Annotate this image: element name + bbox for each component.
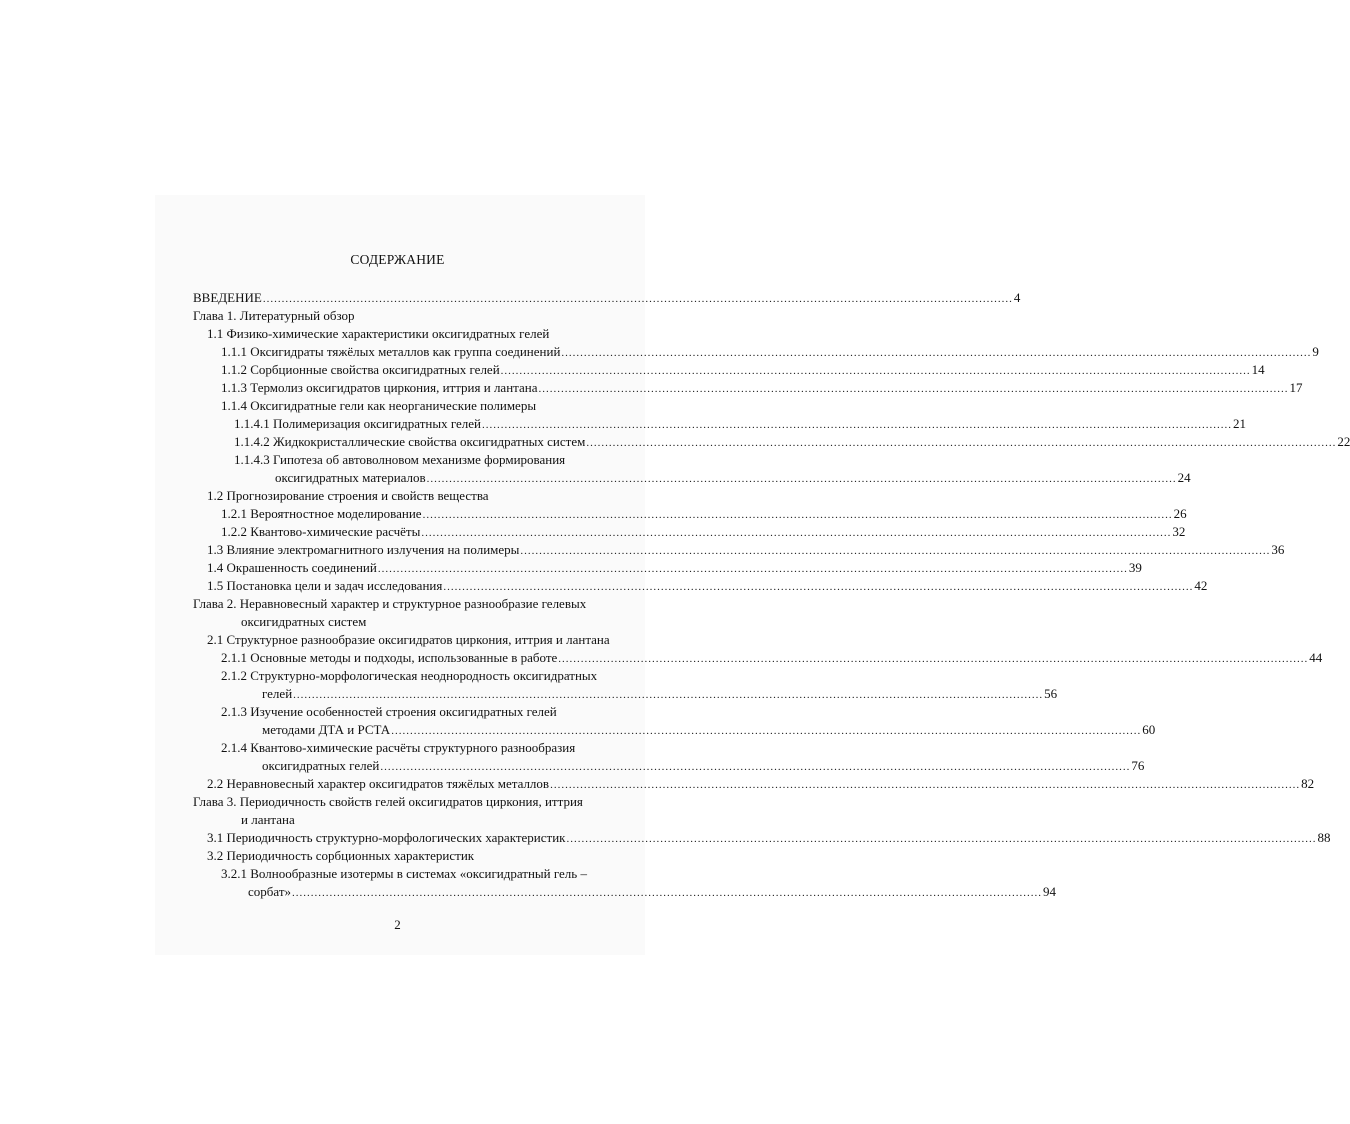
toc-chapter-2-cont[interactable]: оксигидратных систем: [241, 614, 367, 629]
toc-entry-1-1-3[interactable]: [221, 379, 1303, 397]
toc-entry-1-2-2[interactable]: [221, 523, 1186, 541]
toc-entry-text: 1.1.1 Оксигидраты тяжёлых металлов как группа соединений: [221, 344, 561, 359]
toc-page-number: 32: [1172, 524, 1186, 539]
toc-leader-dots: ........................................................................................................................................................................................................: [391, 725, 1142, 737]
toc-page-number: 36: [1271, 542, 1285, 557]
toc-chapter-2[interactable]: Глава 2. Неравновесный характер и структурное разнообразие гелевых: [193, 596, 587, 611]
toc-entry-2-1-3-cont[interactable]: [262, 721, 1156, 739]
toc-entry-text: ВВЕДЕНИЕ: [193, 290, 262, 305]
toc-leader-dots: ........................................................................................................................................................................................................: [561, 347, 1312, 359]
toc-entry-text: 3.1 Периодичность структурно-морфологических характеристик: [207, 830, 566, 845]
toc-entry-1-4[interactable]: [207, 559, 1142, 577]
toc-entry-2-1-2-cont[interactable]: [262, 685, 1058, 703]
toc-leader-dots: ........................................................................................................................................................................................................: [421, 527, 1172, 539]
toc-leader-dots: ........................................................................................................................................................................................................: [380, 761, 1131, 773]
toc-entry-text: сорбат»: [248, 884, 291, 899]
toc-section-1-1-4[interactable]: 1.1.4 Оксигидратные гели как неорганические полимеры: [221, 398, 537, 413]
toc-section-1-1-4-3[interactable]: 1.1.4.3 Гипотеза об автоволновом механизме формирования: [234, 452, 566, 467]
toc-entry-1-2-1[interactable]: [221, 505, 1187, 523]
toc-entry-text: методами ДТА и РСТА: [262, 722, 391, 737]
toc-entry-1-5[interactable]: [207, 577, 1208, 595]
toc-entry-text: 1.1.4.2 Жидкокристаллические свойства оксигидратных систем: [234, 434, 586, 449]
toc-leader-dots: ........................................................................................................................................................................................................: [377, 563, 1128, 575]
toc-entry-text: 1.2.1 Вероятностное моделирование: [221, 506, 422, 521]
toc-leader-dots: ........................................................................................................................................................................................................: [482, 419, 1232, 431]
toc-page-number: 17: [1289, 380, 1303, 395]
toc-entry-text: 1.2.2 Квантово-химические расчёты: [221, 524, 421, 539]
toc-entry-1-1-1[interactable]: [221, 343, 1319, 361]
toc-page-number: 26: [1173, 506, 1187, 521]
toc-entry-1-3[interactable]: [207, 541, 1285, 559]
toc-leader-dots: ........................................................................................................................................................................................................: [262, 293, 1013, 305]
toc-section-3-2[interactable]: 3.2 Периодичность сорбционных характеристик: [207, 848, 475, 863]
toc-leader-dots: ........................................................................................................................................................................................................: [558, 653, 1309, 665]
toc-page-number: 22: [1337, 434, 1350, 449]
toc-entry-text: 1.1.3 Термолиз оксигидратов циркония, иттрия и лантана: [221, 380, 538, 395]
toc-leader-dots: ........................................................................................................................................................................................................: [422, 509, 1173, 521]
toc-leader-dots: ........................................................................................................................................................................................................: [293, 689, 1044, 701]
toc-entry-text: 1.3 Влияние электромагнитного излучения на полимеры: [207, 542, 520, 557]
toc-chapter-1[interactable]: Глава 1. Литературный обзор: [193, 308, 355, 323]
toc-leader-dots: ........................................................................................................................................................................................................: [426, 473, 1177, 485]
toc-page-number: 82: [1301, 776, 1315, 791]
toc-leader-dots: ........................................................................................................................................................................................................: [500, 365, 1251, 377]
toc-page-number: 76: [1131, 758, 1145, 773]
toc-page-number: 60: [1142, 722, 1156, 737]
toc-entry-2-1-4-cont[interactable]: [262, 757, 1145, 775]
toc-entry-1-1-4-3-cont[interactable]: [275, 469, 1191, 487]
toc-leader-dots: ........................................................................................................................................................................................................: [538, 383, 1289, 395]
toc-section-2-1-2[interactable]: 2.1.2 Структурно-морфологическая неоднородность оксигидратных: [221, 668, 598, 683]
toc-entry-text: 1.4 Окрашенность соединений: [207, 560, 377, 575]
toc-entry-2-2[interactable]: [207, 775, 1315, 793]
toc-page-number: 56: [1044, 686, 1058, 701]
toc-section-2-1[interactable]: 2.1 Структурное разнообразие оксигидратов циркония, иттрия и лантана: [207, 632, 610, 647]
toc-section-1-1[interactable]: 1.1 Физико-химические характеристики оксигидратных гелей: [207, 326, 550, 341]
toc-page-number: 39: [1128, 560, 1142, 575]
toc-entry-3-1[interactable]: [207, 829, 1331, 847]
toc-page-number: 42: [1194, 578, 1208, 593]
toc-entry-text: 1.1.4.1 Полимеризация оксигидратных гелей: [234, 416, 481, 431]
toc-entry-text: 1.5 Постановка цели и задач исследования: [207, 578, 443, 593]
toc-section-2-1-4[interactable]: 2.1.4 Квантово-химические расчёты структурного разнообразия: [221, 740, 576, 755]
toc-page-number: 24: [1177, 470, 1191, 485]
toc-page-number: 9: [1312, 344, 1319, 359]
toc-entry-1-1-4-1[interactable]: [234, 415, 1246, 433]
toc-page-number: 88: [1317, 830, 1331, 845]
toc-page-number: 4: [1013, 290, 1021, 305]
toc-leader-dots: ........................................................................................................................................................................................................: [586, 437, 1337, 449]
page-title: СОДЕРЖАНИЕ: [350, 252, 445, 267]
toc-entry-text: 2.1.1 Основные методы и подходы, использованные в работе: [221, 650, 558, 665]
toc-entry-text: оксигидратных гелей: [262, 758, 380, 773]
toc-section-1-2[interactable]: 1.2 Прогнозирование строения и свойств вещества: [207, 488, 489, 503]
toc-entry-3-2-1-cont[interactable]: [248, 883, 1056, 901]
toc-section-3-2-1[interactable]: 3.2.1 Волнообразные изотермы в системах «оксигидратный гель –: [221, 866, 587, 881]
toc-entry-text: оксигидратных материалов: [275, 470, 426, 485]
toc-page-number: 14: [1251, 362, 1265, 377]
toc-page-number: 94: [1043, 884, 1056, 899]
toc-entry-1-1-4-2[interactable]: [234, 433, 1350, 451]
toc-leader-dots: ........................................................................................................................................................................................................: [443, 581, 1194, 593]
toc-entry-text: 1.1.2 Сорбционные свойства оксигидратных гелей: [221, 362, 500, 377]
toc-leader-dots: ........................................................................................................................................................................................................: [292, 887, 1042, 899]
toc-section-2-1-3[interactable]: 2.1.3 Изучение особенностей строения оксигидратных гелей: [221, 704, 557, 719]
toc-entry-1-1-2[interactable]: [221, 361, 1265, 379]
page-number: 2: [394, 917, 401, 932]
toc-entry-text: 2.2 Неравновесный характер оксигидратов тяжёлых металлов: [207, 776, 550, 791]
toc-page-number: 21: [1233, 416, 1246, 431]
toc-entry-text: гелей: [262, 686, 293, 701]
toc-chapter-3[interactable]: Глава 3. Периодичность свойств гелей оксигидратов циркония, иттрия: [193, 794, 583, 809]
toc-entry-intro[interactable]: [193, 289, 1021, 307]
toc-leader-dots: ........................................................................................................................................................................................................: [550, 779, 1301, 791]
toc-leader-dots: ........................................................................................................................................................................................................: [520, 545, 1271, 557]
toc-chapter-3-cont[interactable]: и лантана: [241, 812, 295, 827]
toc-leader-dots: ........................................................................................................................................................................................................: [566, 833, 1317, 845]
toc-entry-2-1-1[interactable]: [221, 649, 1323, 667]
toc-page-number: 44: [1309, 650, 1323, 665]
